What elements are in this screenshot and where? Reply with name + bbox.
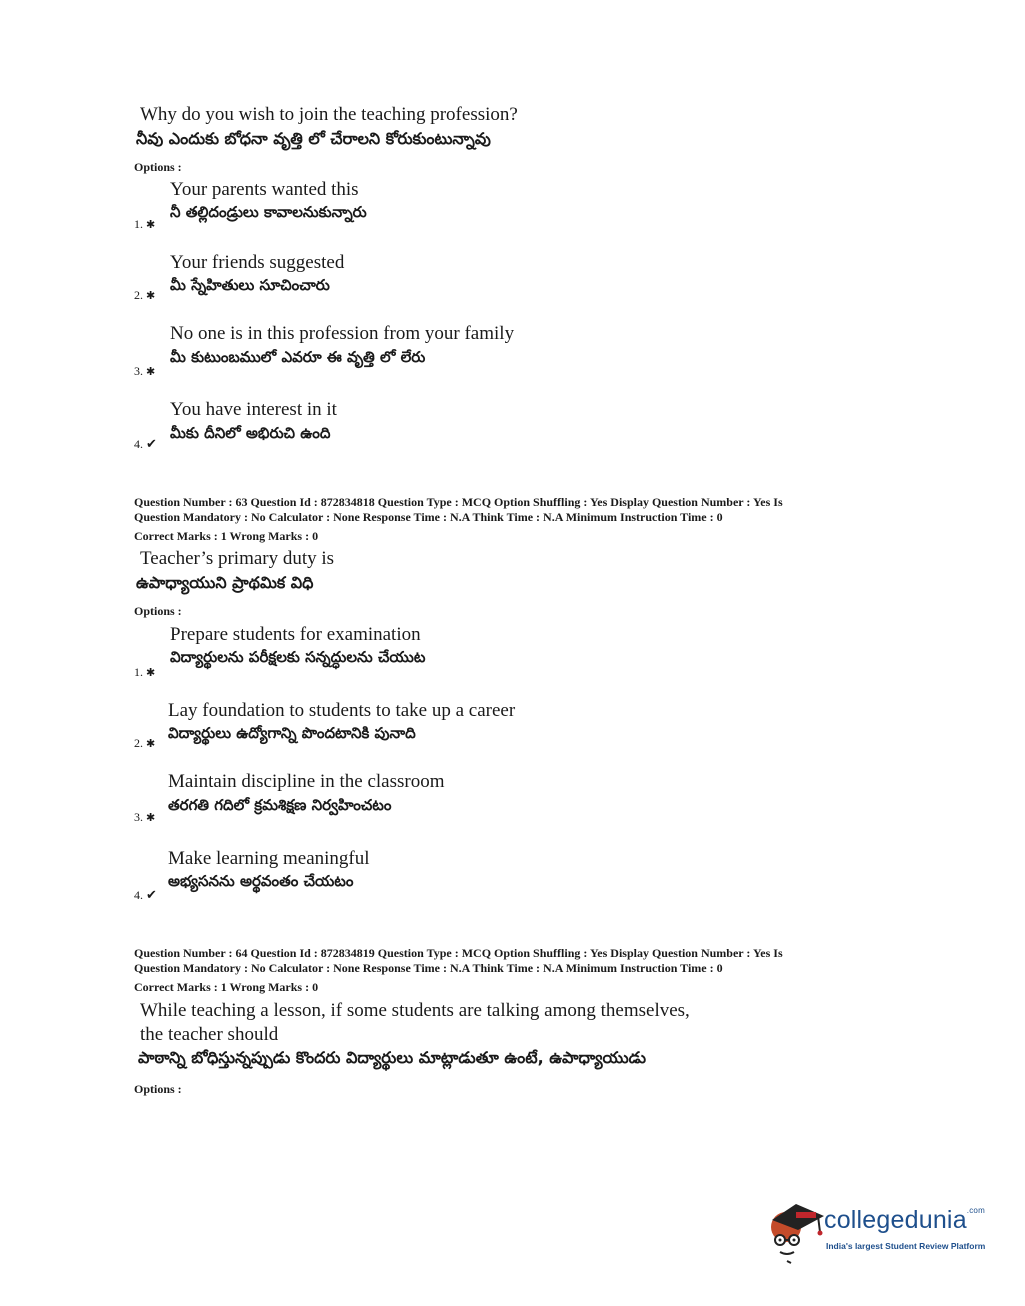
option-text-telugu: విద్యార్థులు ఉద్యోగాన్ని పొందటానికి పునాది bbox=[168, 724, 416, 742]
q63-meta bbox=[134, 495, 783, 525]
option-number: 3. ✱ bbox=[134, 810, 156, 824]
meta-line: Question Mandatory : No Calculator : None Response Time : N.A Think Time : N.A Minimum Instruction Time : 0 bbox=[134, 510, 723, 524]
option-text-english: Your friends suggested bbox=[170, 252, 345, 273]
q62-question-english: Why do you wish to join the teaching profession? bbox=[140, 104, 518, 125]
q64-question-english-line2: the teacher should bbox=[140, 1024, 279, 1045]
option-text-english: No one is in this profession from your family bbox=[170, 323, 515, 344]
q63-question-english: Teacher’s primary duty is bbox=[140, 548, 335, 569]
option-number: 1. ✱ bbox=[134, 217, 156, 231]
wrong-mark-icon: ✱ bbox=[146, 366, 156, 378]
option-text-english: Prepare students for examination bbox=[170, 624, 421, 645]
q64-marks: Correct Marks : 1 Wrong Marks : 0 bbox=[134, 980, 319, 994]
collegedunia-logo bbox=[766, 1200, 996, 1270]
option-text-english: Maintain discipline in the classroom bbox=[168, 771, 445, 792]
q64-meta bbox=[134, 946, 783, 976]
option-text-telugu: నీ తల్లిదండ్రులు కావాలనుకున్నారు bbox=[170, 203, 367, 221]
option-text-english: Lay foundation to students to take up a career bbox=[168, 700, 516, 721]
option-text-english: You have interest in it bbox=[170, 399, 337, 420]
option-text-english: Make learning meaningful bbox=[168, 848, 370, 869]
wrong-mark-icon: ✱ bbox=[146, 219, 156, 231]
option-text-telugu: మీకు దీనిలో అభిరుచి ఉంది bbox=[170, 424, 331, 442]
q63-options-label: Options : bbox=[134, 604, 182, 618]
wrong-mark-icon: ✱ bbox=[146, 812, 156, 824]
option-text-telugu: తరగతి గదిలో క్రమశిక్షణ నిర్వహించటం bbox=[168, 796, 392, 814]
option-number: 4. ✔ bbox=[134, 887, 157, 902]
brand-dotcom: .com bbox=[966, 1206, 985, 1215]
option-text-telugu: మీ స్నేహితులు సూచించారు bbox=[170, 276, 330, 294]
brand-name: collegedunia$^{.com}$ bbox=[824, 1206, 985, 1234]
option-number: 2. ✱ bbox=[134, 288, 156, 302]
q62-options-label: Options : bbox=[134, 160, 182, 174]
option-text-english: Your parents wanted this bbox=[170, 179, 359, 200]
option-number: 1. ✱ bbox=[134, 665, 156, 679]
wrong-mark-icon: ✱ bbox=[146, 667, 156, 679]
graduate-mascot-icon bbox=[766, 1200, 826, 1266]
q64-options-label: Options : bbox=[134, 1082, 182, 1096]
wrong-mark-icon: ✱ bbox=[146, 290, 156, 302]
meta-line: Question Mandatory : No Calculator : None Response Time : N.A Think Time : N.A Minimum Instruction Time : 0 bbox=[134, 961, 723, 975]
q63-question-telugu: ఉపాధ్యాయుని ప్రాథమిక విధి bbox=[136, 573, 314, 592]
q64-question-telugu: పాఠాన్ని బోధిస్తున్నప్పుడు కొందరు విద్యార్థులు మాట్లాడుతూ ఉంటే, ఉపాధ్యాయుడు bbox=[138, 1048, 647, 1067]
option-text-telugu: మీ కుటుంబములో ఎవరూ ఈ వృత్తి లో లేరు bbox=[170, 348, 426, 366]
brand-tagline: India's largest Student Review Platform bbox=[826, 1241, 986, 1251]
meta-line: Question Number : 63 Question Id : 872834818 Question Type : MCQ Option Shuffling : Yes Display Question Number : Yes Is bbox=[134, 495, 783, 509]
wrong-mark-icon: ✱ bbox=[146, 738, 156, 750]
q62-question-telugu: నీవు ఎందుకు బోధనా వృత్తి లో చేరాలని కోరుకుంటున్నావు bbox=[136, 129, 491, 148]
option-number: 4. ✔ bbox=[134, 436, 157, 451]
option-number: 2. ✱ bbox=[134, 736, 156, 750]
option-number: 3. ✱ bbox=[134, 364, 156, 378]
q63-marks: Correct Marks : 1 Wrong Marks : 0 bbox=[134, 529, 319, 543]
option-text-telugu: విద్యార్థులను పరీక్షలకు సన్నద్ధులను చేయుట bbox=[170, 648, 426, 666]
q64-question-english-line1: While teaching a lesson, if some students are talking among themselves, bbox=[140, 1000, 690, 1021]
option-text-telugu: అభ్యసనను అర్థవంతం చేయటం bbox=[168, 872, 354, 890]
check-mark-icon: ✔ bbox=[146, 436, 157, 451]
check-mark-icon: ✔ bbox=[146, 887, 157, 902]
meta-line: Question Number : 64 Question Id : 872834819 Question Type : MCQ Option Shuffling : Yes Display Question Number : Yes Is bbox=[134, 946, 783, 960]
